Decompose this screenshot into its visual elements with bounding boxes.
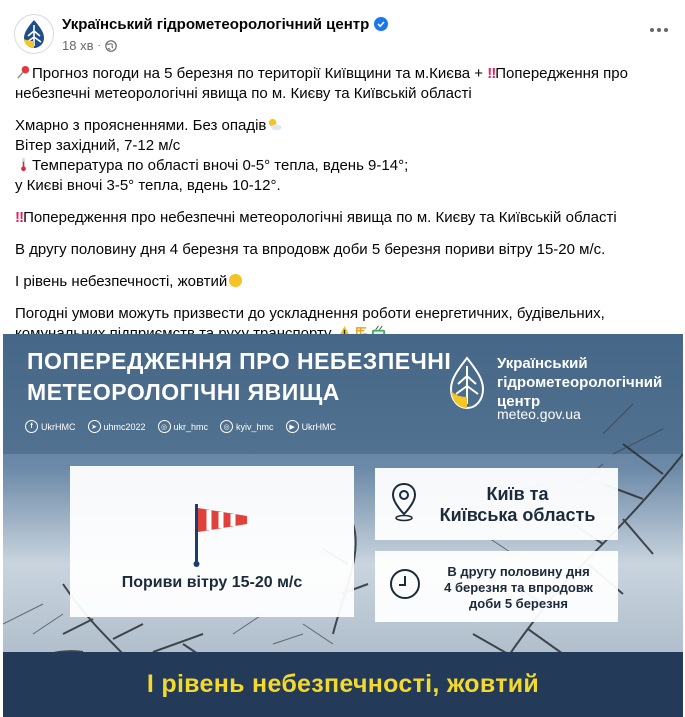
infographic-title-line-2: МЕТЕОРОЛОГІЧНІ ЯВИЩА [27, 379, 340, 405]
double-exclamation-icon: ‼ [15, 209, 24, 226]
organization-name: Український гідрометеорологічний центр [497, 355, 663, 410]
forecast-heading: Прогноз погоди на 5 березня по території Київщини та м.Києва + [32, 65, 488, 82]
location-label: Київ та Київська область [439, 484, 596, 525]
clock-icon [389, 568, 421, 600]
post-timestamp[interactable]: 18 хв [62, 38, 94, 53]
temperature-kyiv: у Києві вночі 3-5° тепла, вдень 10-12°. [15, 177, 281, 194]
double-exclamation-icon: ‼ [487, 65, 496, 82]
social-facebook [25, 420, 76, 433]
windsock-icon [185, 502, 255, 572]
social-handle: kyiv_hmc [236, 421, 274, 432]
thermometer-icon [16, 157, 31, 172]
page-name[interactable] [62, 16, 388, 33]
post-paragraph-1 [15, 64, 670, 104]
post-paragraph-3 [15, 208, 670, 228]
sun-behind-cloud-icon [267, 117, 282, 132]
page-avatar[interactable] [14, 14, 54, 54]
danger-level-label: І рівень небезпечності, жовтий [146, 670, 540, 698]
globe-icon[interactable] [105, 40, 117, 52]
social-instagram [158, 420, 209, 433]
more-options-icon[interactable] [647, 18, 671, 42]
social-handle: uhmc2022 [103, 421, 146, 432]
organization-website: meteo.gov.ua [497, 406, 581, 422]
social-handle: ukr_hmc [173, 421, 209, 432]
warning-infographic[interactable] [3, 334, 683, 717]
post-header [14, 14, 671, 56]
youtube-icon: ▶ [286, 420, 299, 433]
social-links [25, 420, 336, 433]
temperature-region: Температура по області вночі 0-5° тепла, вдень 9-14°; [32, 157, 409, 174]
post-meta [62, 38, 117, 53]
post-paragraph-5 [15, 272, 670, 292]
telegram-icon: ➤ [88, 420, 101, 433]
post-paragraph-4 [15, 240, 670, 260]
ukrhmc-logo-icon [21, 19, 47, 49]
social-handle: UkrHMC [41, 421, 76, 432]
infographic-title [27, 346, 451, 408]
social-telegram [88, 420, 146, 433]
location-pin-icon [391, 482, 417, 522]
yellow-circle-icon [228, 273, 243, 288]
social-youtube [286, 420, 337, 433]
verified-badge-icon [374, 17, 388, 31]
time-period-label: В другу половину дня 4 березня та впродовж доби 5 березня [444, 564, 593, 611]
wind-info: Вітер західний, 7-12 м/с [15, 137, 181, 154]
social-handle: UkrHMC [301, 421, 337, 432]
facebook-icon: f [25, 420, 38, 433]
separator-dot: · [97, 40, 101, 51]
page-name-text[interactable]: Український гідрометеорологічний центр [62, 16, 370, 33]
post-paragraph-2 [15, 116, 670, 196]
danger-level-band [3, 652, 683, 717]
social-instagram-kyiv [220, 420, 274, 433]
wind-card [70, 466, 354, 617]
infographic-title-line-1: ПОПЕРЕДЖЕННЯ ПРО НЕБЕЗПЕЧНІ [27, 348, 452, 374]
warning-heading: Попередження про небезпечні метеорологічні явища по м. Києву та Київській області [15, 65, 628, 102]
post-text [15, 64, 670, 356]
impact-note: Погодні умови можуть призвести до ускладнення роботи енергетичних, будівельних, [15, 305, 605, 322]
warning-title: Попередження про небезпечні метеорологічні явища по м. Києву та Київській області [23, 209, 617, 226]
pushpin-icon [16, 65, 31, 80]
danger-level: І рівень небезпечності, жовтий [15, 273, 228, 290]
gust-warning: В другу половину дня 4 березня та впродовж доби 5 березня пориви вітру 15-20 м/с. [15, 241, 606, 258]
time-card [375, 551, 618, 622]
ukrhmc-logo-icon [447, 356, 487, 410]
wind-gust-label: Пориви вітру 15-20 м/с [121, 574, 303, 591]
instagram-icon: ◎ [220, 420, 233, 433]
location-card [375, 468, 618, 540]
instagram-icon: ◎ [158, 420, 171, 433]
sky-condition: Хмарно з проясненнями. Без опадів [15, 117, 267, 134]
